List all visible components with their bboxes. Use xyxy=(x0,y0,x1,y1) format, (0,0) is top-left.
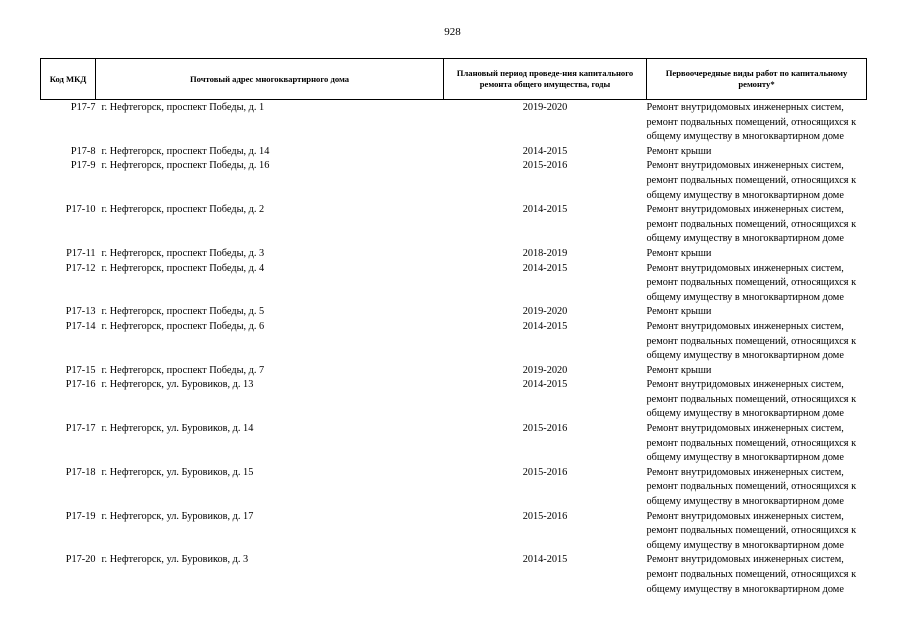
table-row xyxy=(41,378,867,422)
row-address: г. Нефтегорск, проспект Победы, д. 2 xyxy=(101,204,265,216)
row-period: 2014-2015 xyxy=(522,145,568,157)
row-address: г. Нефтегорск, проспект Победы, д. 16 xyxy=(101,160,270,172)
row-address: г. Нефтегорск, ул. Буровиков, д. 13 xyxy=(101,379,254,391)
row-code: Р17-17 xyxy=(65,423,96,435)
row-period: 2015-2016 xyxy=(522,466,568,478)
row-period: 2014-2015 xyxy=(522,262,568,274)
repair-schedule-table xyxy=(40,58,867,597)
row-address: г. Нефтегорск, ул. Буровиков, д. 3 xyxy=(101,554,249,566)
row-works: Ремонт внутридомовых инженерных систем, ремонт подвальных помещений, относящихся к общему имуществу в многоквартирном доме xyxy=(646,554,857,595)
row-works: Ремонт внутридомовых инженерных систем, ремонт подвальных помещений, относящихся к общему имуществу в многоквартирном доме xyxy=(646,423,857,464)
row-period: 2018-2019 xyxy=(522,247,568,259)
row-period: 2019-2020 xyxy=(522,364,568,376)
row-code: Р17-14 xyxy=(65,320,96,332)
table-row xyxy=(41,553,867,597)
row-code: Р17-19 xyxy=(65,510,96,522)
table-row xyxy=(41,422,867,466)
row-code: Р17-8 xyxy=(70,145,96,157)
row-address: г. Нефтегорск, проспект Победы, д. 5 xyxy=(101,306,265,318)
table-row xyxy=(41,247,867,262)
row-period: 2015-2016 xyxy=(522,423,568,435)
row-works: Ремонт внутридомовых инженерных систем, ремонт подвальных помещений, относящихся к общему имуществу в многоквартирном доме xyxy=(646,466,857,508)
row-period: 2019-2020 xyxy=(522,102,568,113)
table-row xyxy=(41,145,867,160)
table-row xyxy=(41,159,867,203)
header-works: Первоочередные виды работ по капитальному ремонту* xyxy=(647,59,867,100)
row-code: Р17-18 xyxy=(65,466,96,478)
row-address: г. Нефтегорск, ул. Буровиков, д. 17 xyxy=(101,510,254,522)
row-address: г. Нефтегорск, ул. Буровиков, д. 14 xyxy=(101,423,254,435)
row-works: Ремонт внутридомовых инженерных систем, ремонт подвальных помещений, относящихся к общему имуществу в многоквартирном доме xyxy=(646,379,857,420)
row-period: 2019-2020 xyxy=(522,306,568,318)
row-works: Ремонт внутридомовых инженерных систем, ремонт подвальных помещений, относящихся к общему имуществу в многоквартирном доме xyxy=(646,262,857,303)
table-row xyxy=(41,100,867,145)
table-row xyxy=(41,305,867,320)
row-period: 2014-2015 xyxy=(522,379,568,391)
row-address: г. Нефтегорск, проспект Победы, д. 3 xyxy=(101,247,265,259)
header-code: Код МКД xyxy=(41,59,96,100)
row-code: Р17-12 xyxy=(65,262,96,274)
row-works: Ремонт крыши xyxy=(646,306,712,318)
row-works: Ремонт внутридомовых инженерных систем, ремонт подвальных помещений, относящихся к общему имуществу в многоквартирном доме xyxy=(646,102,857,143)
table-row xyxy=(41,466,867,510)
row-works: Ремонт внутридомовых инженерных систем, ремонт подвальных помещений, относящихся к общему имуществу в многоквартирном доме xyxy=(646,510,857,551)
row-works: Ремонт внутридомовых инженерных систем, ремонт подвальных помещений, относящихся к общему имуществу в многоквартирном доме xyxy=(646,320,857,362)
row-works: Ремонт крыши xyxy=(646,145,712,157)
page-number: 928 xyxy=(444,26,461,38)
table-header-row xyxy=(41,59,867,100)
row-period: 2014-2015 xyxy=(522,204,568,216)
row-address: г. Нефтегорск, ул. Буровиков, д. 15 xyxy=(101,466,254,478)
row-code: Р17-11 xyxy=(66,247,96,259)
table-row xyxy=(41,320,867,364)
row-address: г. Нефтегорск, проспект Победы, д. 14 xyxy=(101,145,270,157)
row-code: Р17-15 xyxy=(65,364,96,376)
row-code: Р17-20 xyxy=(65,554,96,566)
table-row xyxy=(41,262,867,306)
header-period: Плановый период проведе-ния капитального ремонта общего имущества, годы xyxy=(444,59,647,100)
row-works: Ремонт внутридомовых инженерных систем, ремонт подвальных помещений, относящихся к общему имуществу в многоквартирном доме xyxy=(646,204,857,245)
row-period: 2014-2015 xyxy=(522,320,568,332)
header-address: Почтовый адрес многоквартирного дома xyxy=(96,59,444,100)
row-works: Ремонт крыши xyxy=(646,247,712,259)
row-code: Р17-10 xyxy=(65,204,96,216)
row-code: Р17-13 xyxy=(65,306,96,318)
row-address: г. Нефтегорск, проспект Победы, д. 4 xyxy=(101,262,265,274)
row-address: г. Нефтегорск, проспект Победы, д. 6 xyxy=(101,320,265,332)
row-period: 2015-2016 xyxy=(522,160,568,172)
row-works: Ремонт крыши xyxy=(646,364,712,376)
row-period: 2015-2016 xyxy=(522,510,568,522)
row-code: Р17-16 xyxy=(65,379,96,391)
table-body xyxy=(41,100,867,598)
row-code: Р17-7 xyxy=(70,102,96,113)
row-works: Ремонт внутридомовых инженерных систем, ремонт подвальных помещений, относящихся к общему имуществу в многоквартирном доме xyxy=(646,160,857,201)
table-row xyxy=(41,203,867,247)
row-period: 2014-2015 xyxy=(522,554,568,566)
row-code: Р17-9 xyxy=(70,160,96,172)
table-row xyxy=(41,510,867,554)
row-address: г. Нефтегорск, проспект Победы, д. 1 xyxy=(101,102,265,113)
table-row xyxy=(41,364,867,379)
row-address: г. Нефтегорск, проспект Победы, д. 7 xyxy=(101,364,265,376)
